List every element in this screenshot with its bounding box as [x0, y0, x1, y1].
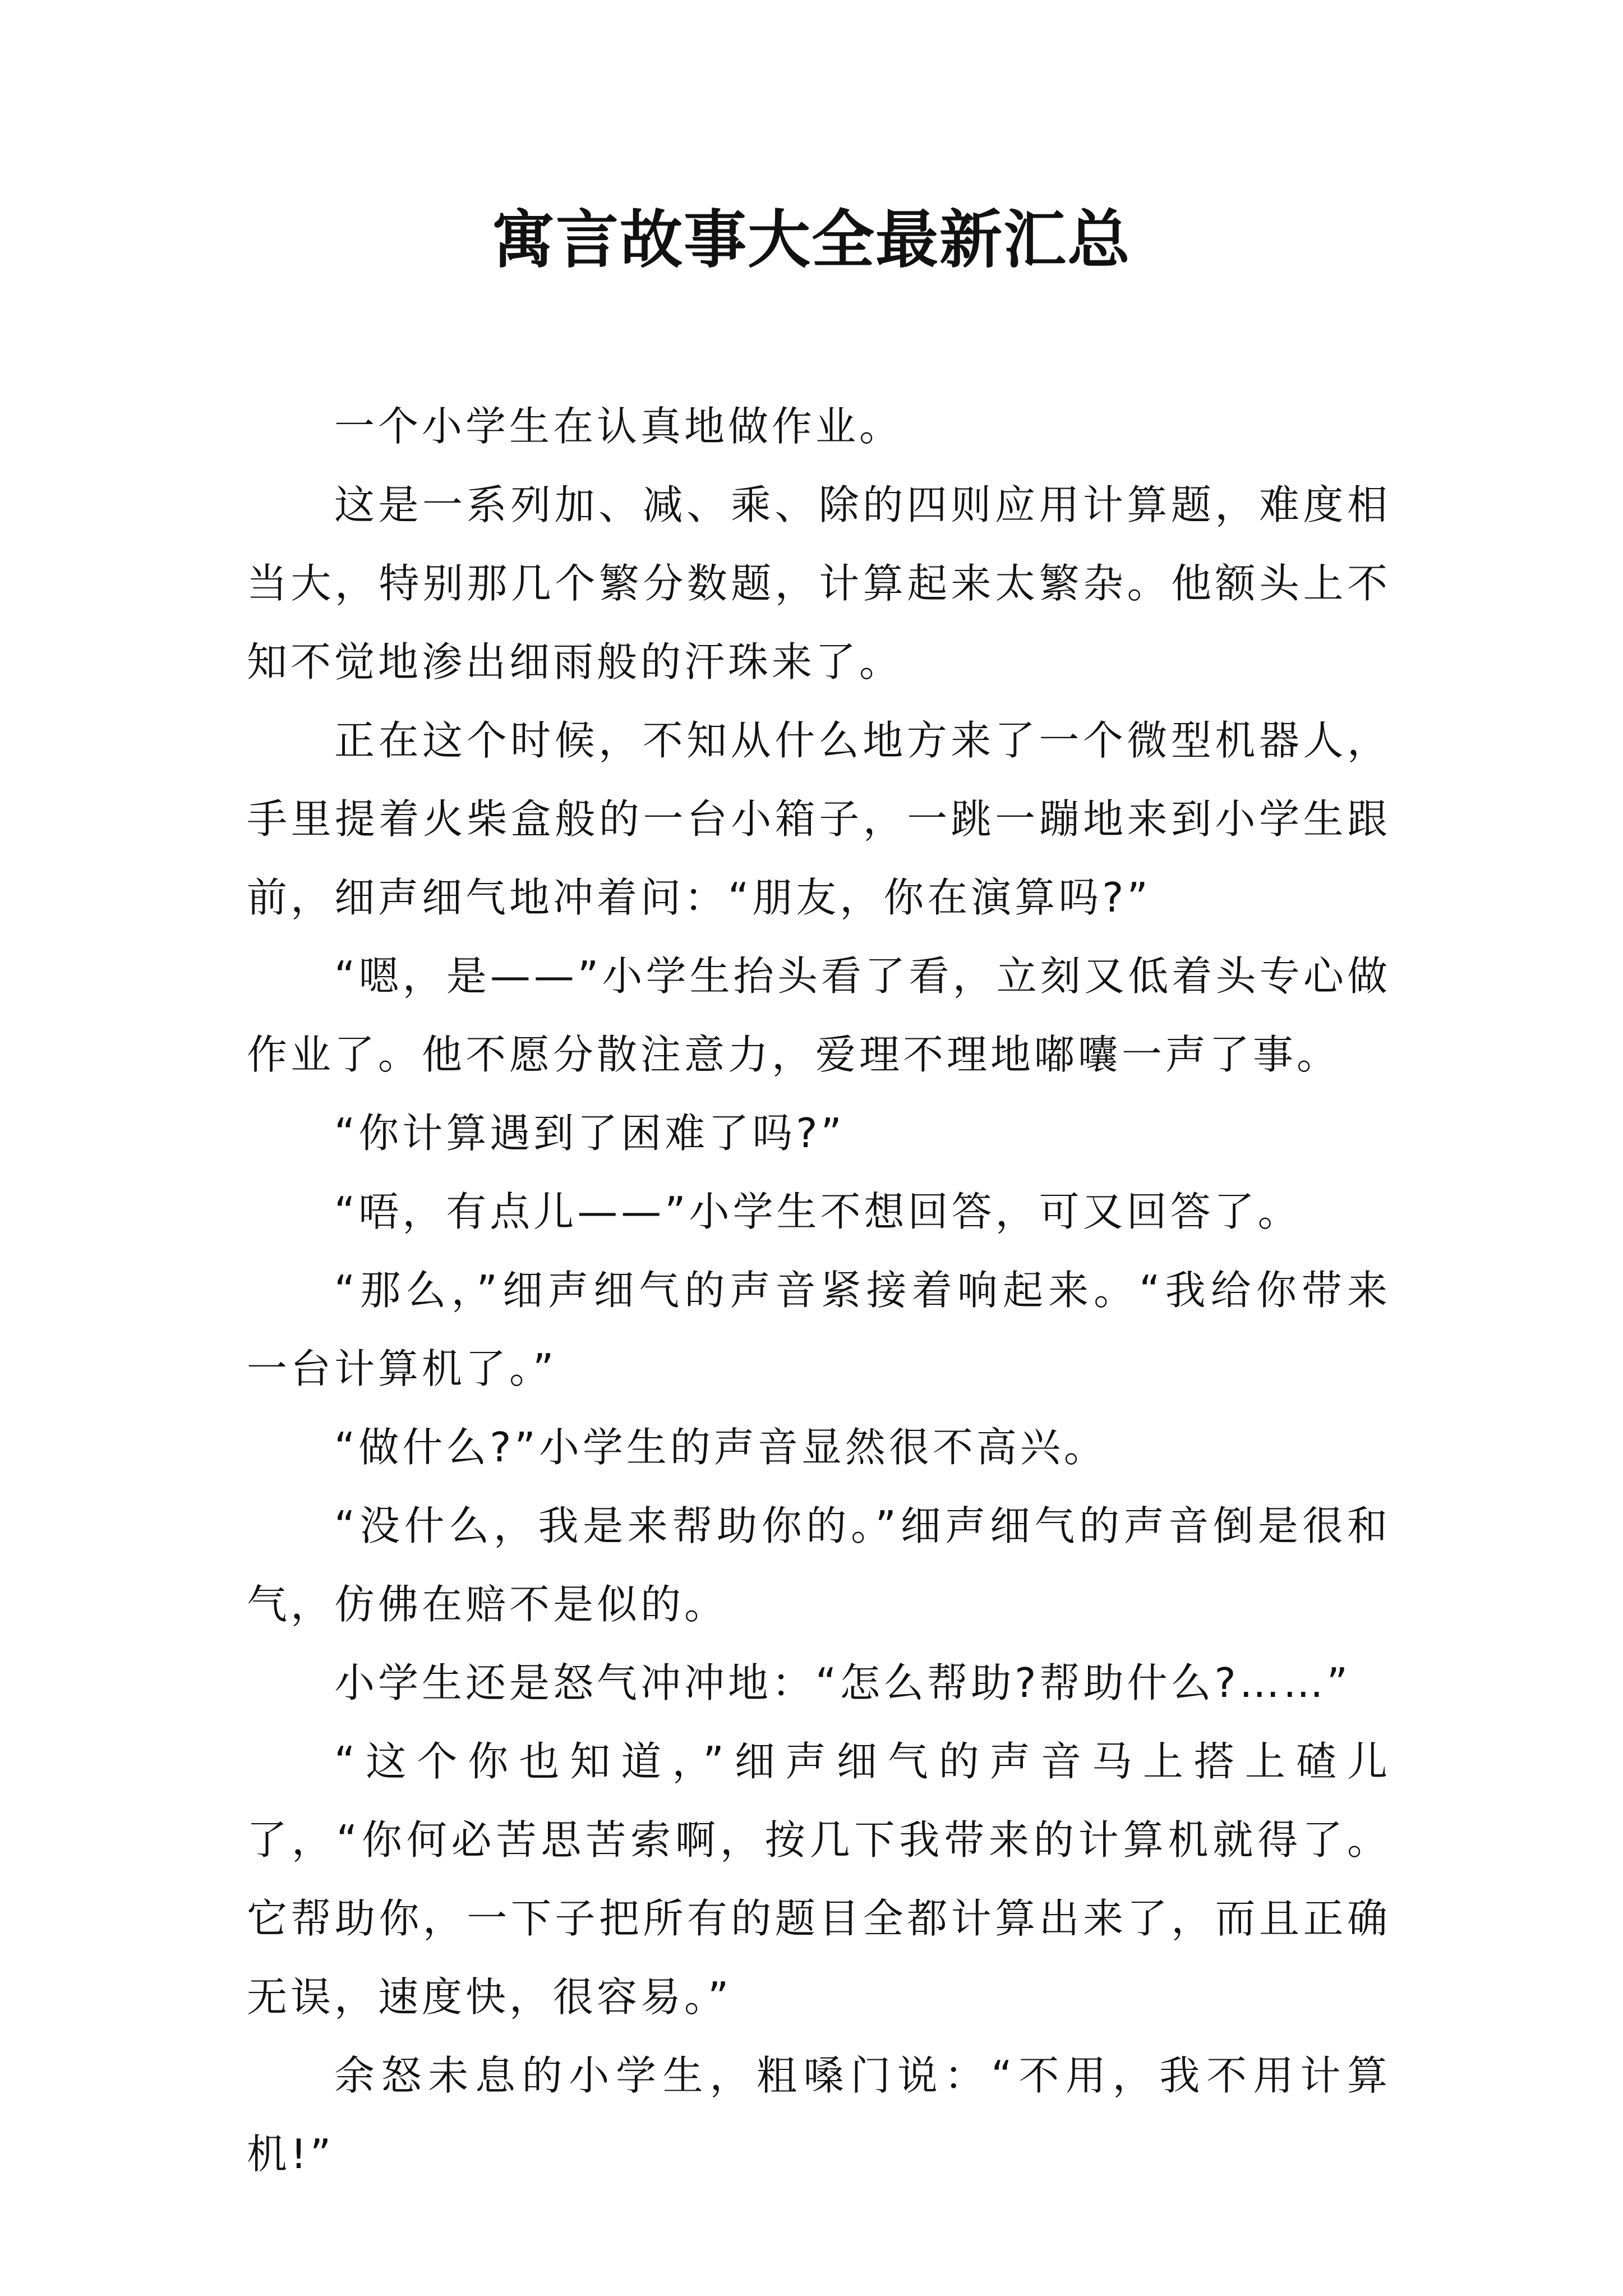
paragraph: “没什么，我是来帮助你的。”细声细气的声音倒是很和气，仿佛在赔不是似的。	[247, 1502, 1391, 1628]
paragraph: 正在这个时候，不知从什么地方来了一个微型机器人，手里提着火柴盒般的一台小箱子，一跳一蹦地来到小学生跟前，细声细气地冲着问：“朋友，你在演算吗?”	[247, 717, 1391, 921]
paragraph: “这个你也知道，”细声细气的声音马上搭上碴儿了，“你何必苦思苦索啊，按几下我带来的计算机就得了。它帮助你，一下子把所有的题目全都计算出来了，而且正确无误，速度快，很容易。”	[247, 1738, 1391, 2021]
paragraph: “做什么?”小学生的声音显然很不高兴。	[334, 1424, 1108, 1471]
paragraph: 余怒未息的小学生，粗嗓门说：“不用，我不用计算机!”	[247, 2052, 1391, 2178]
paragraph: 一个小学生在认真地做作业。	[334, 403, 903, 450]
document-body	[247, 387, 1391, 2193]
paragraph: “那么，”细声细气的声音紧接着响起来。“我给你带来一台计算机了。”	[247, 1267, 1391, 1392]
paragraph: “你计算遇到了困难了吗?”	[334, 1110, 845, 1157]
paragraph: 这是一系列加、减、乘、除的四则应用计算题，难度相当大，特别那几个繁分数题，计算起来太繁杂。他额头上不知不觉地渗出细雨般的汗珠来了。	[247, 481, 1391, 685]
paragraph: “嗯，是——”小学生抬头看了看，立刻又低着头专心做作业了。他不愿分散注意力，爱理不理地嘟囔一声了事。	[247, 953, 1391, 1078]
paragraph: “唔，有点儿——”小学生不想回答，可又回答了。	[334, 1188, 1302, 1235]
page-title: 寓言故事大全最新汇总	[492, 203, 1131, 277]
paragraph: 小学生还是怒气冲冲地：“怎么帮助?帮助什么?……”	[334, 1659, 1352, 1706]
